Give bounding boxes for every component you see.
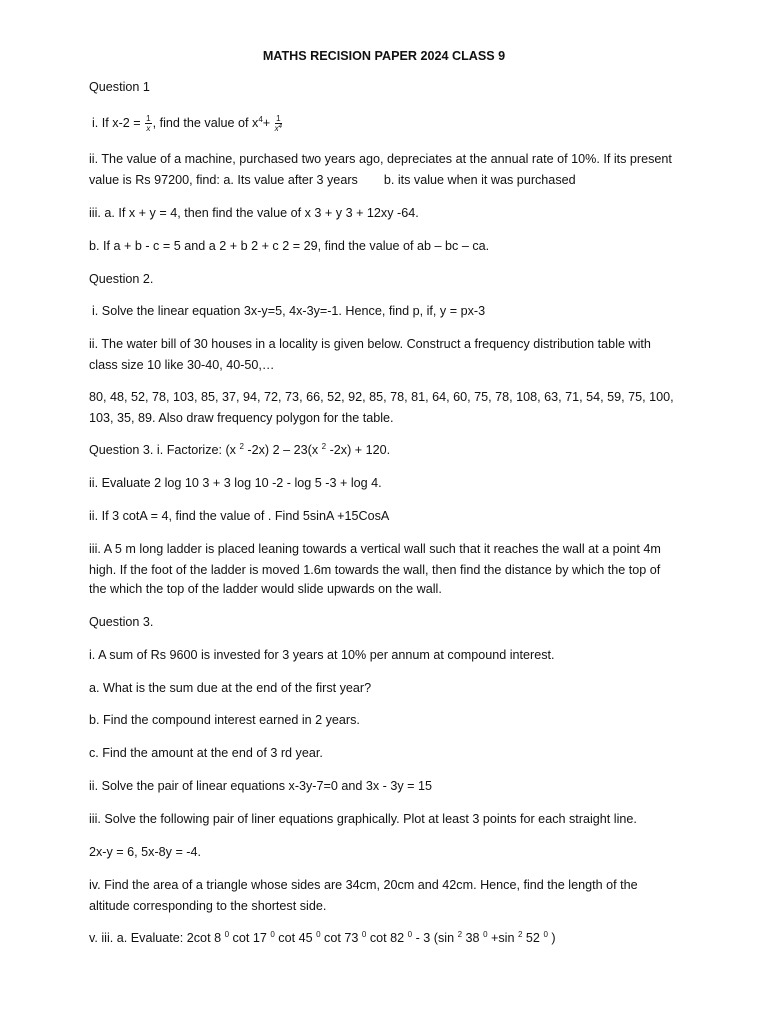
question-3b-part-a: a. What is the sum due at the end of the first year? [89, 681, 372, 695]
question-3-part-iii-line1: iii. A 5 m long ladder is placed leaning towards a vertical wall such that it reaches the wall at a point 4m [89, 542, 661, 556]
question-3b-part-iii: iii. Solve the following pair of liner equations graphically. Plot at least 3 points for each straight line. [89, 812, 637, 826]
question-3-part-iii-line2: high. If the foot of the ladder is moved 1.6m towards the wall, then find the distance by which the top of [89, 563, 661, 577]
water-bill-data-line1: 80, 48, 52, 78, 103, 85, 37, 94, 72, 73, 66, 52, 92, 85, 78, 81, 64, 60, 75, 78, 108, 63, 71, 54, 59, 75, 100, [89, 390, 674, 404]
question-3b-part-b: b. Find the compound interest earned in 2 years. [89, 713, 360, 727]
question-3b-part-iv-line2: altitude corresponding to the shortest side. [89, 899, 327, 913]
question-3b-part-ii: ii. Solve the pair of linear equations x-3y-7=0 and 3x - 3y = 15 [89, 779, 433, 793]
question-3b-equations: 2x-y = 6, 5x-8y = -4. [89, 845, 201, 859]
question-1-part-ii-line1: ii. The value of a machine, purchased two years ago, depreciates at the annual rate of 10%. If its present [89, 152, 672, 166]
question-1-part-iii: iii. a. If x + y = 4, then find the value of x 3 + y 3 + 12xy -64. [89, 206, 419, 220]
question-3b-part-i: i. A sum of Rs 9600 is invested for 3 years at 10% per annum at compound interest. [89, 648, 555, 662]
question-3b-part-iv-line1: iv. Find the area of a triangle whose sides are 34cm, 20cm and 42cm. Hence, find the length of the [89, 878, 638, 892]
question-3-part-ii-cot: ii. If 3 cotA = 4, find the value of . Find 5sinA +15CosA [89, 509, 390, 523]
question-3-part-ii-log: ii. Evaluate 2 log 10 3 + 3 log 10 -2 - log 5 -3 + log 4. [89, 476, 382, 490]
fraction-1-over-x4: $\frac{1}{x^4}$ [274, 114, 282, 134]
question-2-part-ii-line2: class size 10 like 30-40, 40-50,… [89, 358, 275, 372]
question-3b-part-v-evaluate: v. iii. a. Evaluate: 2cot 8 $^0$ cot 17 $^0$ cot 45 $^0$ cot 73 $^0$ cot 82 $^0$ - 3 (sin $^2$ 38 $^0$ +sin $^2$ 52 $^0$ ) [89, 930, 556, 945]
question-2-part-i: i. Solve the linear equation 3x-y=5, 4x-3y=-1. Hence, find p, if, y = px-3 [92, 304, 486, 318]
fraction-1-over-x: $\frac{1}{x}$ [146, 114, 151, 134]
question-3-part-i-factorize: Question 3. i. Factorize: (x $^2$ -2x) 2 – 23(x $^2$ -2x) + 120. [89, 442, 391, 457]
question-3b-part-c: c. Find the amount at the end of 3 rd year. [89, 746, 323, 760]
question-3-part-iii-line3: the which the top of the ladder would slide upwards on the wall. [89, 582, 442, 596]
question-2-part-ii-line1: ii. The water bill of 30 houses in a locality is given below. Construct a frequency distribution table with [89, 337, 651, 351]
water-bill-data-line2: 103, 35, 89. Also draw frequency polygon for the table. [89, 411, 394, 425]
question-1-part-ii-line2: value is Rs 97200, find: a. Its value after 3 years b. its value when it was purchased [89, 173, 576, 187]
question-1-part-b: b. If a + b - c = 5 and a 2 + b 2 + c 2 = 29, find the value of ab – bc – ca. [89, 239, 490, 253]
question-1-heading: Question 1 [89, 80, 150, 94]
question-1-part-i: i. If x-2 = $\frac{1}{x}$ , find the value of $x^4+$ $\frac{1}{x^4}$ [92, 114, 282, 134]
question-2-heading: Question 2. [89, 272, 154, 286]
question-3b-heading: Question 3. [89, 615, 154, 629]
page-title: MATHS RECISION PAPER 2024 CLASS 9 [262, 49, 506, 63]
